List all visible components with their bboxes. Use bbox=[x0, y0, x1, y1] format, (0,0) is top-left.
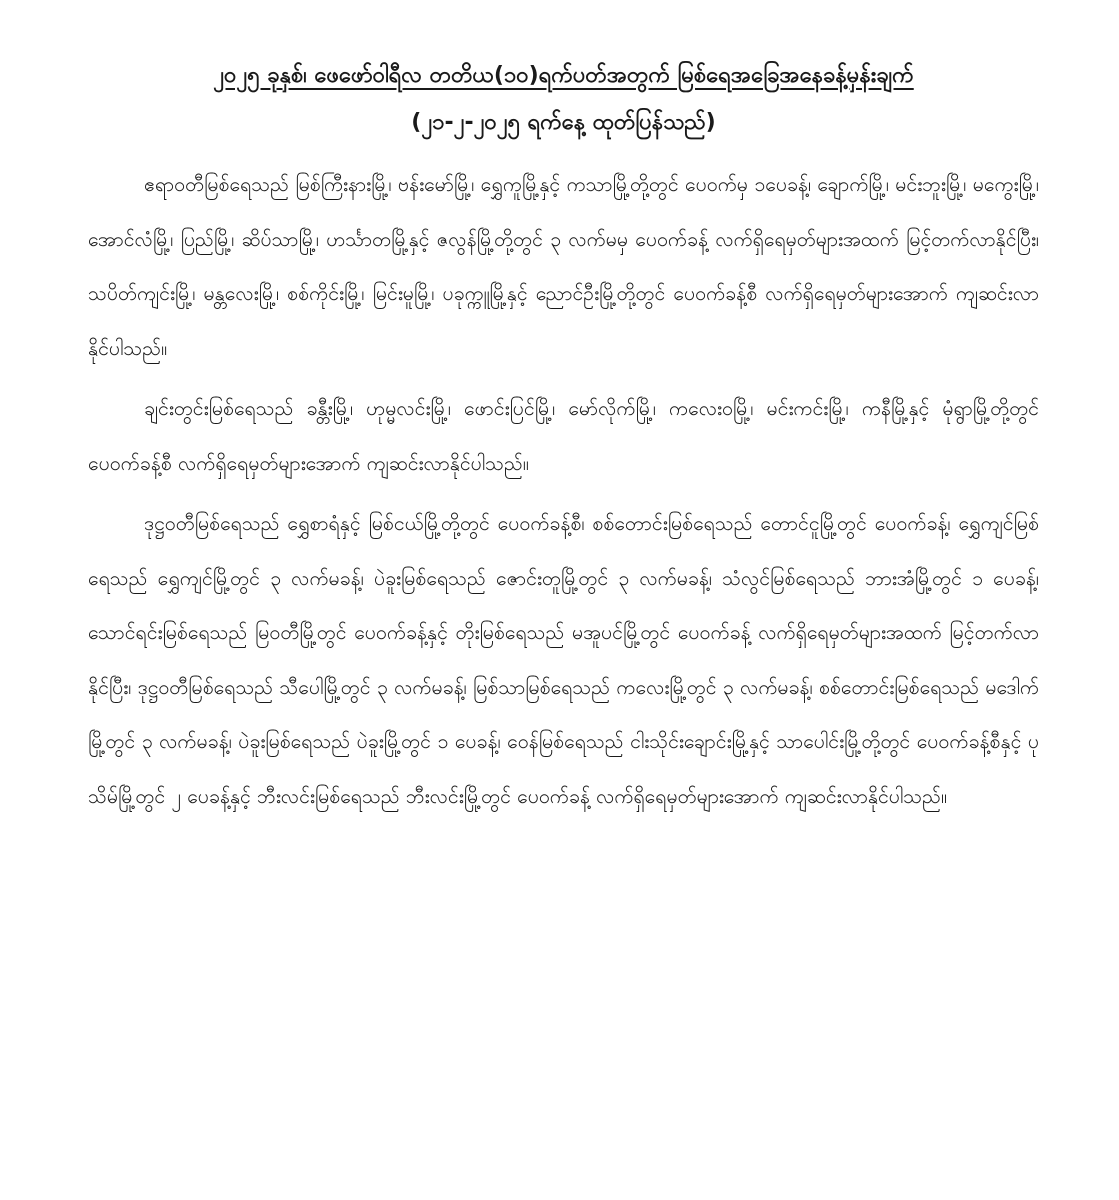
document-title: ၂၀၂၅ ခုနှစ်၊ ဖေဖော်ဝါရီလ တတိယ(၁၀)ရက်ပတ်အတွက် မြစ်ရေအခြေအနေခန့်မှန်းချက် bbox=[213, 63, 914, 88]
paragraph-other-rivers: ဒုဋ္ဌဝတီမြစ်ရေသည် ရွှေစာရံနှင့် မြစ်ငယ်မြို့တို့တွင် ပေ၀က်ခန့်စီ၊ စစ်တောင်းမြစ်ရေသည် တောင်ငူမြို့တွင် ပေ၀က်ခန့်၊ ရွှေကျင်မြစ်ရေသည် ရွှေကျင်မြို့တွင် ၃ လက်မခန့်၊ ပဲခူးမြစ်ရေသည် ဇောင်းတူမြို့တွင် ၃ လက်မခန့်၊ သံလွင်မြစ်ရေသည် ဘားအံမြို့တွင် ၁ ပေခန့်၊ သောင်ရင်းမြစ်ရေသည် မြဝတီမြို့တွင် ပေ၀က်ခန့်နှင့် တိုးမြစ်ရေသည် မအူပင်မြို့တွင် ပေ၀က်ခန့် လက်ရှိရေမှတ်များအထက် မြင့်တက်လာနိုင်ပြီး၊ ဒုဋ္ဌဝတီမြစ်ရေသည် သီပေါမြို့တွင် ၃ လက်မခန့်၊ မြစ်သာမြစ်ရေသည် ကလေးမြို့တွင် ၃ လက်မခန့်၊ စစ်တောင်းမြစ်ရေသည် မဒေါက်မြို့တွင် ၃ လက်မခန့်၊ ပဲခူးမြစ်ရေသည် ပဲခူးမြို့တွင် ၁ ပေခန့်၊ ဝေန်မြစ်ရေသည် ငါးသိုင်းချောင်းမြို့နှင့် သာပေါင်းမြို့တို့တွင် ပေ၀က်ခန့်စီနှင့် ပုသိမ်မြို့တွင် ၂ ပေခန့်နှင့် ဘီးလင်းမြစ်ရေသည် ဘီးလင်းမြို့တွင် ပေ၀က်ခန့် လက်ရှိရေမှတ်များအောက် ကျဆင်းလာနိုင်ပါသည်။ bbox=[88, 512, 1039, 808]
document-subtitle: (၂၁-၂-၂၀၂၅ ရက်နေ့ ထုတ်ပြန်သည်) bbox=[411, 110, 716, 135]
paragraph-irrawaddy: ဧရာဝတီမြစ်ရေသည် မြစ်ကြီးနားမြို့၊ ဗန်းမော်မြို့၊ ရွှေကူမြို့နှင့် ကသာမြို့တို့တွင် ပေ၀က်မှ ၁ပေခန့်၊ ချောက်မြို့၊ မင်းဘူးမြို့၊ မကွေးမြို့၊ အောင်လံမြို့၊ ပြည်မြို့၊ ဆိပ်သာမြို့၊ ဟင်္သာတမြို့နှင့် ဇလွန်မြို့တို့တွင် ၃ လက်မမှ ပေ၀က်ခန့် လက်ရှိရေမှတ်များအထက် မြင့်တက်လာနိုင်ပြီး၊ သပိတ်ကျင်းမြို့၊ မန္တလေးမြို့၊ စစ်ကိုင်းမြို့၊ မြင်းမူမြို့၊ ပခုက္ကူမြို့နှင့် ညောင်ဦးမြို့တို့တွင် ပေ၀က်ခန့်စီ လက်ရှိရေမှတ်များအောက် ကျဆင်းလာနိုင်ပါသည်။ bbox=[88, 173, 1039, 360]
paragraph-chindwin: ချင်းတွင်းမြစ်ရေသည် ခန္တီးမြို့၊ ဟုမ္မလင်းမြို့၊ ဖောင်းပြင်မြို့၊ မော်လိုက်မြို့၊ ကလေးဝမြို့၊ မင်းကင်းမြို့၊ ကနီမြို့နှင့် မုံရွာမြို့တို့တွင် ပေ၀က်ခန့်စီ လက်ရှိရေမှတ်များအောက် ကျဆင်းလာနိုင်ပါသည်။ bbox=[88, 397, 1039, 475]
